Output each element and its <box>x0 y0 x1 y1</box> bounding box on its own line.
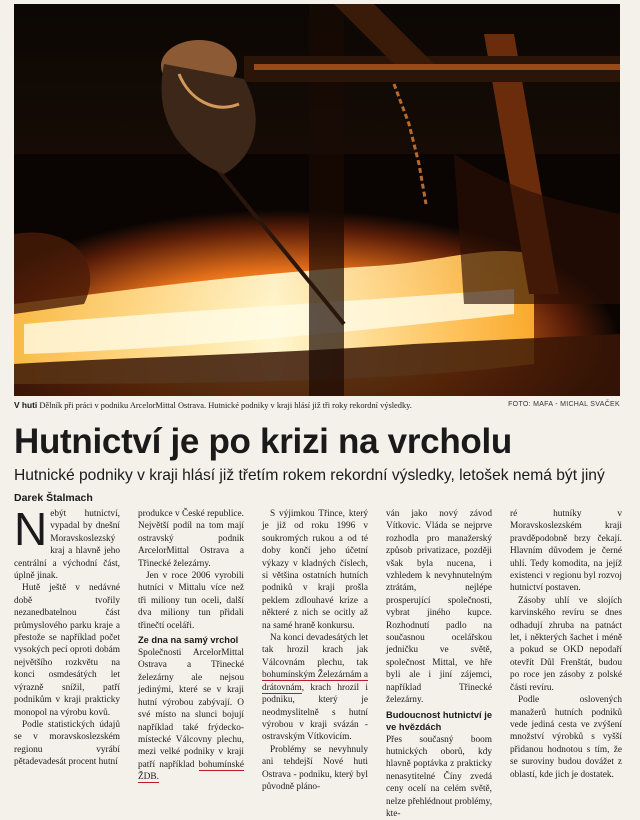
article-photo <box>14 4 620 396</box>
paragraph: Podle statistických údajů se v moravskoslezském regionu vyrábí pětadevadesát procent hutní <box>14 719 120 769</box>
paragraph-text: Na konci devadesátých let tak hrozil krach jak Válcovnám plechu, tak <box>262 633 368 668</box>
furnace-photo <box>14 4 620 396</box>
caption-text: Dělník při práci v podniku ArcelorMittal Ostrava. Hutnické podniky v kraji hlásí již tři roky rekordní výsledky. <box>39 401 412 410</box>
paragraph: ván jako nový závod Vítkovic. Vláda se nejprve rozhodla pro manažerský způsob privatizace, později však byla nucena, i vzhledem k nevyhnutelným ztrátám, nejlépe prosperující společnosti, vybrat jiného kupce. Rozhodnutí padlo na současnou ocelářskou jedničku ve světě, společnost Mittal, ve hře byli ale i jiní zájemci, například Třinecké železárny. <box>386 508 492 707</box>
paragraph <box>262 632 368 744</box>
article-column-5 <box>510 508 622 781</box>
paragraph-text: , krach hrozil i podniku, který je neodmyslitelně s hutní výrobou v kraji svázán - ostravským Vítkovicím. <box>262 683 368 743</box>
article-subheadline: Hutnické podniky v kraji hlásí již třetím rokem rekordní výsledky, letošek nemá být jiný <box>14 466 626 486</box>
photo-credit: FOTO: MAFA - MICHAL SVAČEK <box>508 398 620 412</box>
drop-cap: N <box>14 510 47 548</box>
section-heading: Budoucnost hutnictví je ve hvězdách <box>386 709 492 733</box>
article-column-2 <box>138 508 244 784</box>
paragraph: Jen v roce 2006 vyrobili hutníci v Mittalu více než tři miliony tun oceli, další dva miliony tun přidali třinečtí oceláři. <box>138 570 244 632</box>
paragraph: Podle oslovených manažerů hutních podniků vede jediná cesta ve zvýšení množství výrobků s vyšší přidanou hodnotou s tím, že se suroviny budou dovážet z oblastí, kde jich je dostatek. <box>510 694 622 781</box>
article-column-1 <box>14 508 120 769</box>
paragraph: ebýt hutnictví, vypadal by dnešní Moravskoslezský kraj a hlavně jeho centrální a východní část, úplně jinak. <box>14 508 120 582</box>
paragraph: Hutě ještě v nedávné době tvořily nezanedbatelnou část průmyslového parku kraje a přestože se například počet vysokých pecí oproti dobám největšího rozkvětu na konci osmdesátých let výrazně snížil, patří podnikům v kraji prakticky monopol na výrobu kovů. <box>14 582 120 718</box>
article-column-4 <box>386 508 492 820</box>
article-author: Darek Štalmach <box>14 492 93 504</box>
paragraph: ré hutníky v Moravskoslezském kraji pravděpodobně brzy čekají. Hlavním důvodem je černé uhlí. Tedy komodita, na jejíž existenci v regionu byl rozvoj hutnictví postaven. <box>510 508 622 595</box>
paragraph: S výjimkou Třince, který je již od roku 1996 v soukromých rukou a od té doby končí jeho účetní výkazy v kladných číslech, si většina ostatních hutních podniků v kraji prošla peklem zdlouhavé krize a některé z nich se ocitly až na samé hraně konkursu. <box>262 508 368 632</box>
paragraph: produkce v České republice. Největší podíl na tom mají ostravský podnik ArcelorMittal Ostrava a Třinecké železárny. <box>138 508 244 570</box>
highlighted-text: bohumínské ŽDB. <box>138 760 244 783</box>
section-heading: Ze dna na samý vrchol <box>138 634 244 646</box>
paragraph: Přes současný boom hutnických oborů, kdy hlavně poptávka z prakticky nenasytitelné Číny zvedá ceny ocelí na celém světě, nelze přehlédnout problémy, kte- <box>386 734 492 820</box>
article-column-3 <box>262 508 368 793</box>
paragraph <box>138 647 244 783</box>
photo-caption <box>14 398 620 412</box>
paragraph-text: Společnosti ArcelorMittal Ostrava a Třinecké železárny ale nejsou jedinými, které se v kraji hutní výrobou zabývají. O své místo na slunci bojují například také frýdecko-místecké Válcovny plechu, mezi velké podniky v kraji patří například <box>138 648 244 770</box>
paragraph: Problémy se nevyhnuly ani tehdejší Nové huti Ostrava - podniku, který byl původně pláno- <box>262 744 368 794</box>
paragraph: Zásoby uhlí ve slojích karvinského revíru se dnes odhadují zhruba na patnáct let, i některých šachet i méně a pokud se OKD nepodaří otevřít Důl Frenštát, budou po roce jen zásoby z polské části revíru. <box>510 595 622 694</box>
highlighted-text: bohumínským Železárnám a drátovnám <box>262 670 368 693</box>
caption-label: V huti <box>14 400 37 410</box>
steel-beam-highlight <box>254 64 620 70</box>
article-headline: Hutnictví je po krizi na vrcholu <box>14 422 626 462</box>
